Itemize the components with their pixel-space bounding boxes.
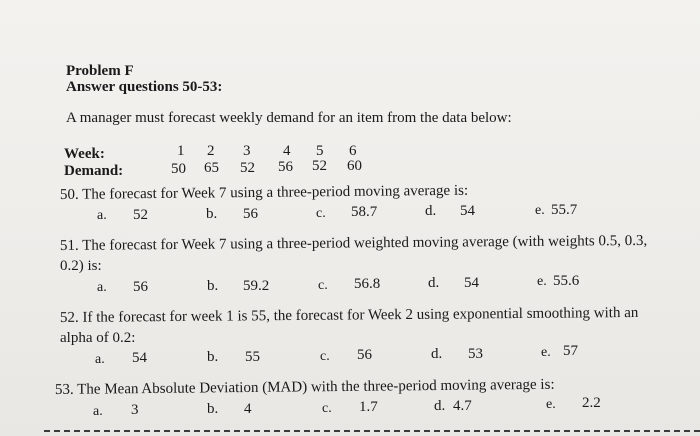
choice-value: 56 [243,206,258,222]
demand-label: Demand: [64,163,124,179]
week-cell: 4 [283,143,291,159]
choice-value: 55.6 [553,273,580,289]
demand-cell: 50 [171,161,186,177]
choice-letter: c. [322,401,332,416]
problem-subtitle: Answer questions 50-53: [66,79,223,95]
choice-value: 53 [468,346,483,362]
choice-value: 57 [563,343,578,359]
choice-value: 56.8 [354,276,381,292]
question-52-text-cont: alpha of 0.2: [60,330,136,346]
choice-value: 2.2 [582,395,601,411]
choice-letter: a. [97,208,107,223]
demand-cell: 52 [240,160,255,176]
choice-letter: b. [207,278,219,294]
choice-value: 56 [357,347,372,363]
choice-value: 55.7 [551,202,578,218]
choice-value: 3 [131,402,139,418]
choice-letter: c. [316,206,326,221]
choice-value: 4 [244,401,252,417]
choice-value: 4.7 [453,398,472,414]
choice-letter: b. [207,401,219,417]
choice-letter: a. [93,404,103,419]
choice-letter: e. [546,397,556,412]
choice-letter: b. [206,206,218,222]
choice-letter: d. [428,275,440,291]
choice-value: 54 [460,203,475,219]
choice-value: 56 [133,279,148,295]
week-cell: 1 [177,143,185,159]
week-cell: 5 [316,143,324,159]
choice-letter: a. [97,280,107,295]
choice-value: 54 [464,275,479,291]
dashed-divider [44,430,700,432]
choice-letter: a. [95,352,105,367]
choice-letter: e. [535,203,545,218]
week-cell: 3 [243,143,251,159]
question-51-text-cont: 0.2) is: [60,258,102,274]
choice-value: 59.2 [243,278,270,294]
problem-title: Problem F [66,63,134,79]
choice-value: 55 [245,349,260,365]
choice-letter: c. [318,278,328,293]
week-label: Week: [64,146,105,162]
week-cell: 2 [207,143,215,159]
choice-value: 58.7 [351,204,378,220]
question-50-text: 50. The forecast for Week 7 using a three-period moving average is: [59,182,469,203]
week-cell: 6 [349,143,357,159]
demand-cell: 60 [347,158,362,174]
demand-cell: 56 [278,159,293,175]
choice-letter: e. [537,274,547,289]
choice-letter: c. [320,349,330,364]
choice-letter: e. [541,345,551,360]
choice-letter: b. [207,349,219,365]
choice-letter: d. [425,203,437,219]
demand-cell: 52 [312,158,327,174]
question-51-text: 51. The forecast for Week 7 using a three-period weighted moving average (with weights 0.5, 0.3, [59,232,648,254]
choice-value: 1.7 [359,399,378,415]
choice-letter: d. [431,346,443,362]
choice-value: 54 [132,350,147,366]
intro-text: A manager must forecast weekly demand for an item from the data below: [66,110,512,126]
question-52-text: 52. If the forecast for week 1 is 55, the forecast for Week 2 using exponential smoothing with an [59,304,639,326]
question-53-text: 53. The Mean Absolute Deviation (MAD) with the three-period moving average is: [54,376,555,398]
choice-value: 52 [133,207,148,223]
choice-letter: d. [434,398,446,414]
demand-cell: 65 [204,160,219,176]
